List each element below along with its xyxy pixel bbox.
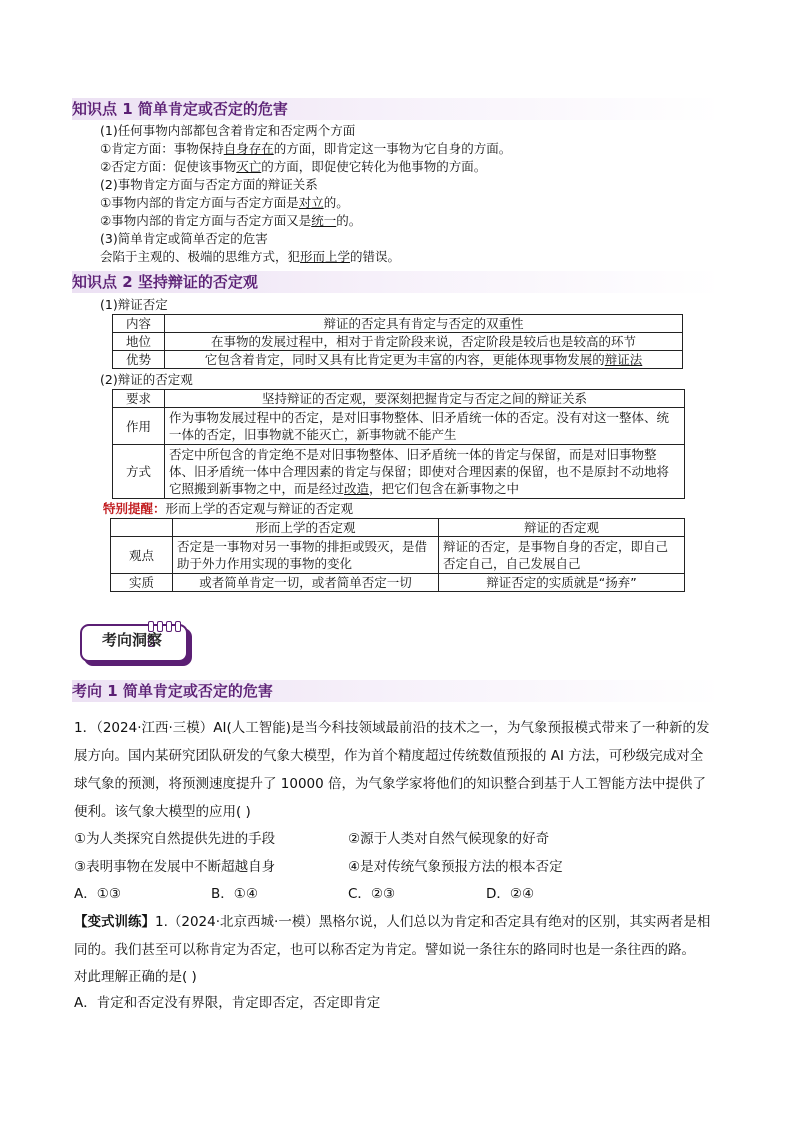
table-row [113,390,685,408]
statement-option-2: ②源于人类对自然气候现象的好奇 [348,831,550,847]
table-key: 实质 [111,574,173,592]
table-key: 地位 [113,333,165,351]
kp1-line-6 [100,212,361,230]
table-key: 观点 [111,537,173,574]
kp1-line-7: (3)简单肯定或简单否定的危害 [100,231,268,246]
text-span: ①事物内部的肯定方面与否定方面是 [100,195,299,210]
table-row [113,333,683,351]
statement-option-4: ④是对传统气象预报方法的根本否定 [348,859,563,875]
underlined-term: 改造 [344,481,370,496]
kp2-subtitle-1: (1)辩证否定 [100,297,168,312]
table-key: 优势 [113,351,165,369]
underlined-term: 自身存在 [223,141,274,156]
text-span: 否定中所包含的肯定绝不是对旧事物整体、旧矛盾统一体的肯定与保留，而是对旧事物整体、旧矛盾统一体中合理因素的肯定与保留；即使对合理因素的保留，也不是原封不动地将它照搬到新事物之中，而是经过 [169,447,670,496]
answer-choice-a[interactable]: A．肯定和否定没有界限，肯定即否定，否定即肯定 [74,995,381,1011]
section-title-kp2 [72,271,722,293]
statement-option-1: ①为人类探究自然提供先进的手段 [74,831,276,847]
table-key: 方式 [113,445,165,499]
kp1-line-4: (2)事物肯定方面与否定方面的辩证关系 [100,177,318,192]
question-line: 便利。该气象大模型的应用( ) [74,804,251,820]
section-title-text: 知识点 1 简单肯定或否定的危害 [72,100,288,118]
text-span: ①肯定方面：事物保持 [100,141,224,156]
section-title-kp1 [72,98,722,120]
table-value [165,445,685,499]
kp1-line-2 [100,140,511,158]
underlined-term: 对立 [298,195,324,210]
table-row [113,445,685,499]
answer-choice-d[interactable]: D．②④ [486,886,535,902]
table-cell: 辩证否定的实质就是“扬弃” [439,574,685,592]
text-span: ②事物内部的肯定方面与否定方面又是 [100,213,312,228]
text-span: 的方面，即肯定这一事物为它自身的方面。 [273,141,512,156]
table-key: 内容 [113,315,165,333]
section-title-text: 知识点 2 坚持辩证的否定观 [72,273,258,291]
comparison-table [110,518,685,592]
text-span: ，把它们包含在新事物之中 [369,481,520,496]
table-key: 作用 [113,408,165,445]
tip-text: 形而上学的否定观与辩证的否定观 [165,501,354,516]
variant-label: 【变式训练】 [74,914,155,930]
table-value: 坚持辩证的否定观，要深刻把握肯定与否定之间的辩证关系 [165,390,685,408]
section-title-text: 考向 1 简单肯定或否定的危害 [72,682,273,700]
table-header-cell [111,519,173,537]
question-line: 对此理解正确的是( ) [74,969,197,985]
table-row [111,537,685,574]
text-span: 的。 [336,213,362,228]
text-span: 的错误。 [350,249,401,264]
underlined-term: 形而上学 [300,249,351,264]
answer-choice-a[interactable]: A．①③ [74,886,121,902]
table-key: 要求 [113,390,165,408]
dialectical-negation-table [112,314,683,369]
text-span: 会陷于主观的、极端的思维方式，犯 [100,249,301,264]
table-cell: 否定是一事物对另一事物的排拒或毁灭，是借助于外力作用实现的事物的变化 [173,537,439,574]
answer-choice-b[interactable]: B．①④ [211,886,258,902]
tip-label: 特别提醒： [103,501,166,516]
table-cell: 辩证的否定，是事物自身的否定，即自己否定自己，自己发展自己 [439,537,685,574]
answer-choice-c[interactable]: C．②③ [348,886,396,902]
underlined-term: 辩证法 [604,352,643,367]
text-span: 的。 [323,195,349,210]
table-header-cell: 辩证的否定观 [439,519,685,537]
text-span: 的方面，即促使它转化为他事物的方面。 [261,159,487,174]
table-row [113,315,683,333]
table-row [113,351,683,369]
question-line: 1．（2024·江西·三模）AI(人工智能)是当今科技领域最前沿的技术之一，为气象预报模式带来了一种新的发 [74,720,710,736]
statement-option-3: ③表明事物在发展中不断超越自身 [74,859,276,875]
table-value [165,351,683,369]
table-value: 在事物的发展过程中，相对于肯定阶段来说，否定阶段是较后也是较高的环节 [165,333,683,351]
question-line: 展方向。国内某研究团队研发的气象大模型，作为首个精度超过传统数值预报的 AI 方法，可秒级完成对全 [74,748,704,764]
question-line: 同的。我们甚至可以称肯定为否定，也可以称否定为肯定。譬如说一条往东的路同时也是一条往西的路。 [74,942,695,958]
variant-training-line [74,911,710,933]
negation-view-table [112,389,685,499]
kp1-line-1: (1)任何事物内部都包含着肯定和否定两个方面 [100,123,356,138]
underlined-term: 灭亡 [236,159,262,174]
text-span: 1.（2024·北京西城·一模）黑格尔说，人们总以为肯定和否定具有绝对的区别，其实两者是相 [155,914,711,930]
text-span: 它包含着肯定，同时又具有比肯定更为丰富的内容，更能体现事物发展的 [204,352,605,367]
question-line: 球气象的预测，将预测速度提升了 10000 倍，为气象学家将他们的知识整合到基于人工智能方法中提供了 [74,776,707,792]
table-row [113,408,685,445]
underlined-term: 统一 [311,213,337,228]
special-tip [103,500,353,518]
kp1-line-3 [100,158,486,176]
table-cell: 或者简单肯定一切，或者简单否定一切 [173,574,439,592]
table-value: 辩证的否定具有肯定与否定的双重性 [165,315,683,333]
table-header-row [111,519,685,537]
kp2-subtitle-2: (2)辩证的否定观 [100,372,193,387]
section-title-kx1 [72,680,722,702]
table-row [111,574,685,592]
table-value: 作为事物发展过程中的否定，是对旧事物整体、旧矛盾统一体的否定。没有对这一整体、统一体的否定，旧事物就不能灭亡，新事物就不能产生 [165,408,685,445]
kp1-line-8 [100,248,400,266]
badge-label: 考向洞察 [101,631,162,649]
table-header-cell: 形而上学的否定观 [173,519,439,537]
kp1-line-5 [100,194,349,212]
section-badge [80,620,190,662]
text-span: ②否定方面：促使该事物 [100,159,237,174]
